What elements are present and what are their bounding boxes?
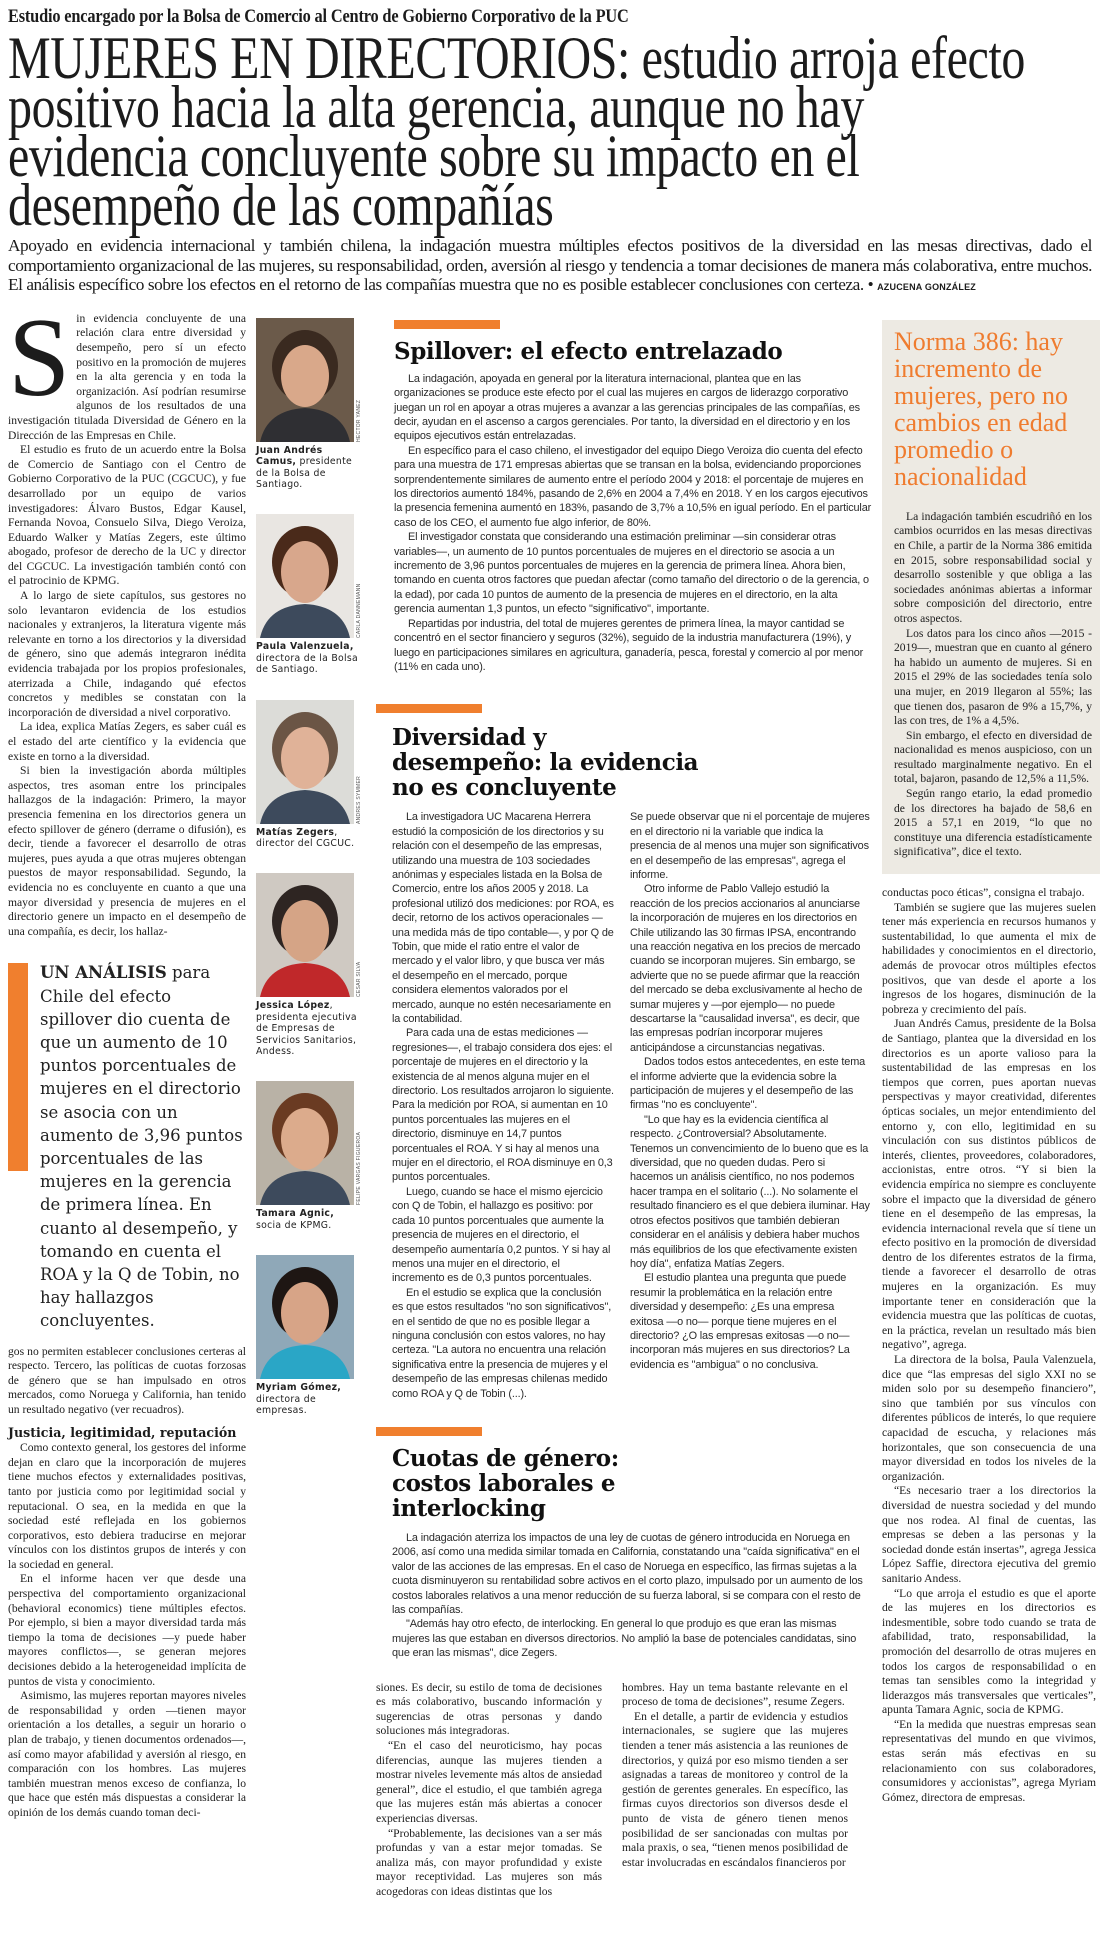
paragraph: siones. Es decir, su estilo de toma de decisiones es más colaborativo, buscando información y sugerencias de otras personas y dando soluciones más integradoras. <box>376 1680 602 1738</box>
person-card <box>256 318 362 491</box>
person-role: directora de la Bolsa de Santiago. <box>256 652 359 676</box>
paragraph: Repartidas por industria, del total de mujeres gerentes de primera línea, la mayor cantidad se concentró en el sector financiero y seguros (32%), seguido de la industria manufacturera (19%), y luego en participaciones similares en agricultura, ganadería, pesca, forestal y comercio al por menor (11% en cada uno). <box>394 617 864 673</box>
paragraph: El estudio plantea una pregunta que puede resumir la problemática en la relación entre diversidad y desempeño: ¿Es una empresa exitosa —o no— porque tiene mujeres en el directorio? ¿O las empresas exitosas —o no— incorporan más mujeres en sus directorios? La evidencia es "ambigua" o no conclusiva. <box>630 1272 850 1371</box>
person-role: presidente de la Bolsa de Santiago. <box>256 456 353 490</box>
pull-quote <box>8 961 246 1332</box>
paragraph: Sin embargo, el efecto en diversidad de nacionalidad es menos auspicioso, con un resultado marginalmente negativo. En el total, bajaron, pasando de 12,5% a 11,5%. <box>894 728 1092 786</box>
photo-credit: FELIPE VARGAS FIGUEROA <box>356 1132 362 1206</box>
paragraph: En el estudio se explica que la conclusión es que estos resultados "no son significativos", en el sentido de que no es posible llegar a ninguna conclusión con estos valores, no hay certeza. "La autora no encuentra una relación significativa entre la presencia de mujeres y el desempeño de las empresas chilenas medido como ROA y Q de Tobin (...). <box>392 1286 612 1400</box>
byline: AZUCENA GONZÁLEZ <box>877 282 976 293</box>
kicker: Estudio encargado por la Bolsa de Comercio al Centro de Gobierno Corporativo de la PUC <box>8 6 629 27</box>
paragraph: Se puede observar que ni el porcentaje de mujeres en el directorio ni la variable que indica la presencia de al menos una mujer son significativos en el desempeño de las empresas", agrega el informe. <box>630 811 870 881</box>
headline-line: positivo hacia la alta gerencia, aunque no hay <box>8 74 864 140</box>
main-article-bottom-col1 <box>376 1681 602 1900</box>
person-name: Paula Valenzuela, <box>256 641 354 653</box>
diversidad-section <box>376 704 872 1401</box>
person-name: Jessica López <box>256 1000 330 1012</box>
paragraph: Luego, cuando se hace el mismo ejercicio con Q de Tobin, el hallazgo es positivo: por cada 10 puntos porcentuales que aumente la presencia de mujeres en el directorio, el desempeño aumentaría 0,2 puntos. Y si hay al menos una mujer en el directorio, el incremento es de 0,3 puntos porcentuales. <box>392 1185 611 1285</box>
photo-caption <box>256 641 362 675</box>
headline-line: MUJERES EN DIRECTORIOS: estudio arroja efecto <box>8 25 1025 91</box>
photo-credit: HÉCTOR YAÑEZ <box>356 399 362 442</box>
accent-bar <box>376 704 482 713</box>
paragraph: Otro informe de Pablo Vallejo estudió la reacción de los precios accionarios al anunciarse la incorporación de mujeres en los directorios en Chile utilizando las 30 firmas IPSA, encontrando una reacción negativa en los precios de mercado cuando se incorporan mujeres. Sin embargo, se advierte que no se puede afirmar que la reacción del mercado se deba exclusivamente al hecho de sumar mujeres y —por ejemplo— no puede descartarse la "causalidad inversa", es decir, que las empresas podrían incorporar mujeres anticipándose a circunstancias negativas. <box>630 883 863 1054</box>
paragraph: La indagación también escudriñó en los cambios ocurridos en las mesas directivas en Chile, a partir de la Norma 386 emitida en 2015, sobre responsabilidad social y desarrollo sostenible y que obliga a las sociedades anónimas abiertas a informar sobre composición del directorio, entre otros aspectos. <box>894 509 1092 625</box>
norma-386-box <box>882 320 1100 874</box>
pull-quote-lead: UN ANÁLISIS <box>40 963 167 983</box>
photo-column <box>256 312 362 1441</box>
paragraph: in evidencia concluyente de una relación clara entre diversidad y desempeño, pero sí un efecto positivo en la promoción de mujeres en la alta gerencia y en toda la organización. Así podrían resumirse algunos de los resultados de una investigación titulada Diversidad de Género en la Dirección de las Empresas en Chile. <box>8 311 246 442</box>
photo-caption <box>256 1382 362 1416</box>
accent-bar <box>394 320 500 329</box>
pull-quote-bar <box>8 963 28 1171</box>
main-article-continued <box>8 1345 246 1821</box>
paragraph: El estudio es fruto de un acuerdo entre la Bolsa de Comercio de Santiago con el Centro de Gobierno Corporativo de la PUC (CGCUC), y fue desarrollado por un equipo de varios investigadores: Álvaro Bustos, Edgar Kausel, Fernanda Novoa, Consuelo Silva, Diego Veroiza, Eduardo Walker y Matías Zegers, este último abogado, profesor de derecho de la UC y director del CGCUC. La investigación también contó con el patrocinio de KPMG. <box>8 443 246 588</box>
paragraph: hombres. Hay un tema bastante relevante en el proceso de toma de decisiones”, resume Zegers. <box>622 1680 848 1709</box>
paragraph: “Lo que arroja el estudio es que el aporte de las mujeres en los directorios es indesmentible, sobre todo cuando se trata de afabilidad, trato, responsabilidad, la promoción del desarrollo de otras mujeres en todos los cargos de responsabilidad o en temas tan sensibles como la integridad y liderazgos más transversales que verticales”, apunta Tamara Agnic, socia de KPMG. <box>882 1586 1096 1717</box>
person-card <box>256 1081 362 1231</box>
deck <box>8 236 1092 298</box>
paragraph: La indagación aterriza los impactos de una ley de cuotas de género introducida en Noruega en 2006, así como una medida similar tomada en California, constatando una "caída significativa" en el valor de las acciones de las empresas. En el caso de Noruega en específico, las firmas sujetas a la cuota disminuyeron su rentabilidad sobre activos en el corto plazo, impulsado por un aumento de los costos laborales relativos a una menor reducción de su fuerza laboral, si se compara con el resto de las compañías. <box>392 1531 863 1616</box>
paragraph: “En la medida que nuestras empresas sean representativas del mundo en que vivimos, estas serán más efectivas en su relacionamiento con sus colaboradores, consumidores y accionistas”, agrega Myriam Gómez, directora de empresas. <box>882 1717 1096 1804</box>
person-role: socia de KPMG. <box>256 1219 332 1231</box>
paragraph: También se sugiere que las mujeres suelen tener más experiencia en recursos humanos y sustentabilidad, lo que aumenta el mix de habilidades y conocimientos en el directorio, además de provocar otros múltiples efectos positivos, que van desde el aporte a los ingresos de los hogares, disminución de la pobreza y crecimiento del país. <box>882 900 1096 1016</box>
person-card <box>256 1255 362 1416</box>
paragraph: Como contexto general, los gestores del informe dejan en claro que la incorporación de mujeres tiene muchos efectos y externalidades positivas, tanto por justicia como por legitimidad social y reputacional. O sea, en la medida en que la sociedad esté reflejada en los gobiernos corporativos, esto debiera traducirse en mejorar vínculos con los distintos grupos de interés y con la sociedad en general. <box>8 1441 246 1571</box>
paragraph: Asimismo, las mujeres reportan mayores niveles de responsabilidad y orden —tienen mayor orientación a los detalles, a seguir un horario o plan de trabajo, y tienen documentos ordenados—, así como mayor afabilidad y aversión al riesgo, en comparación con los hombres. Las mujeres también muestran menos exceso de confianza, lo que hace que estén más dispuestas a considerar la opinión de los demás cuando toman deci- <box>8 1689 246 1819</box>
paragraph: Juan Andrés Camus, presidente de la Bolsa de Santiago, plantea que la diversidad en los directorios es un aporte valioso para la sustentabilidad de las empresas en los tiempos que corren, pues aportan nuevas perspectivas y mayor creatividad, diferentes ópticas sociales, un mejor entendimiento del entorno y, con ello, legitimidad en su vinculación con sus distintos públicos de interés, clientes, proveedores, colaboradores, accionistas, entre otros. “Y si bien la evidencia empírica no siempre es concluyente sobre el impacto que la diversidad de género tiene en el desempeño de las empresas, la evidencia internacional revela que sí tiene un efecto positivo en la promoción de diversidad dentro de los diferentes estratos de la firma, tiende a favorecer el desarrollo de otras mujeres en la organización. Es muy importante tener en consideración que la evidencia muestra que las políticas de cuotas, en la práctica, revelan un resultado más bien negativo”, agrega. <box>882 1017 1096 1352</box>
portrait-photo <box>256 318 354 442</box>
drop-cap: S <box>8 295 71 420</box>
paragraph: Si bien la investigación aborda múltiples aspectos, tres asoman entre los principales hallazgos de la indagación: Primero, la mayor presencia femenina en los directorios genera un efecto spillover de género (derrame o difusión), es decir, tiende a favorecer el desarrollo de otras mujeres, pues ayuda a que otras mujeres obtengan puestos de mayor responsabilidad. Segundo, la evidencia no es concluyente en cuanto a que una mayor diversidad y presencia de mujeres en el directorio genere un impacto en el desempeño de una compañía, es decir, los hallaz- <box>8 764 246 938</box>
photo-caption <box>256 445 362 491</box>
person-card <box>256 514 362 675</box>
headline-line: evidencia concluyente sobre su impacto en el <box>8 123 860 189</box>
portrait-photo <box>256 1255 354 1379</box>
paragraph: Los datos para los cinco años —2015 - 2019—, muestran que en cuanto al género ha habido un aumento de mujeres. Si en 2015 el 29% de las sociedades tenía solo una mujer, en 2019 llegaron al 55%; las que tienen dos, pasaron de 9% a 15,7%, y las con tres, de 1% a 4,5%. <box>894 626 1092 728</box>
portrait-photo <box>256 514 354 638</box>
portrait-photo <box>256 1081 354 1205</box>
headline <box>8 25 1100 238</box>
paragraph: En específico para el caso chileno, el investigador del equipo Diego Veroiza dio cuenta del efecto para una muestra de 171 empresas abiertas que se transan en la bolsa, evidenciando proporciones sorprendentemente similares de aumento entre el período 2004 y 2018: el porcentaje de mujeres en los directorios aumentó 184%, pasando de 2,6% en 2004 a 7,4% en 2018. Y en los cargos ejecutivos la presencia femenina aumentó en 183%, pasando de 3,7% a 10,5% en igual período. En el particular caso de los CEO, el aumento fue algo inferior, de 80%. <box>394 444 872 529</box>
paragraph: gos no permiten establecer conclusiones certeras al respecto. Tercero, las políticas de cuotas forzosas de género que se han impulsado en otros mercados, como Noruega y California, han tenido un resultado negativo (ver recuadros). <box>8 1344 246 1416</box>
paragraph: “Es necesario traer a los directorios la diversidad de nuestra sociedad y del mundo que nos rodea. Al final de cuentas, las empresas se deben a las personas y la sociedad donde están insertas”, agrega Jessica López Saffie, directora ejecutiva del gremio sanitario Andess. <box>882 1484 1096 1585</box>
person-card <box>256 700 362 850</box>
bullet: • <box>867 275 874 295</box>
person-role: directora de empresas. <box>256 1393 316 1417</box>
main-article-bottom-col2 <box>622 1681 848 1871</box>
norma-title: Norma 386: hay incremento de mujeres, pero no cambios en edad promedio o nacionalidad <box>894 326 1069 491</box>
paragraph: Dados todos estos antecedentes, en este tema el informe advierte que la evidencia sobre la participación de mujeres y el desempeño de las firmas "no es concluyente". <box>630 1056 866 1112</box>
paragraph: El investigador constata que considerando una estimación preliminar —sin considerar otras variables—, un aumento de 10 puntos porcentuales de mujeres en el directorio se asocia a un incremento de 3,96 puntos porcentuales de mujeres en la gerencia de primera línea. Ahora bien, tomando en cuenta otros factores que puedan afectar (como tamaño del directorio o de la gerencia, o la edad), por cada 10 puntos de aumento de la presencia de mujeres en el directorio, en la alta gerencia aumentan 1,3 puntos, un efecto "significativo", importante. <box>394 531 869 616</box>
cuotas-section <box>376 1427 872 1661</box>
deck-text: Apoyado en evidencia internacional y también chilena, la indagación muestra múltiples efectos positivos de la diversidad en las mesas directivas, dado el comportamiento organizacional de las mujeres, su responsabilidad, orden, aversión al riesgo y tendencia a tomar decisiones de manera más colaborativa, entre muchos. El análisis específico sobre los efectos en el retorno de las compañías muestra que no es posible establecer conclusiones con certeza. <box>8 236 1092 295</box>
photo-credit: CÉSAR SILVA <box>356 962 362 998</box>
accent-bar <box>376 1427 482 1436</box>
photo-caption <box>256 1208 362 1231</box>
paragraph: La indagación, apoyada en general por la literatura internacional, plantea que en las organizaciones se produce este efecto por el cual las mujeres en cargos de liderazgo corporativo juegan un rol en apoyar a otras mujeres a avanzar a las gerencias principales de las compañías, es decir, ayudan en el ascenso a cargos gerenciales. Por tanto, la diversidad en el directorio y en los equipos ejecutivos están entrelazadas. <box>394 372 860 443</box>
portrait-photo <box>256 873 354 997</box>
article-header <box>0 0 1100 298</box>
paragraph: En el informe hacen ver que desde una perspectiva del comportamiento organizacional (behavioral economics) tiene múltiples efectos. Por ejemplo, si bien a mayor diversidad tarda más tiempo la toma de decisiones —y puede haber mayores conflictos—, se generan mejores decisiones debido a la heterogeneidad implícita de puntos de vista y conocimiento. <box>8 1572 246 1688</box>
person-name: Matías Zegers <box>256 826 335 838</box>
paragraph: "Lo que hay es la evidencia científica al respecto. ¿Controversial? Absolutamente. Tenemos un convencimiento de lo bueno que es la diversidad, que no queden dudas. Pero si hacemos un análisis científico, no nos podemos hacer trampa en el solitario (...). No solamente el resultado financiero es el que debiera iluminar. Hay otros efectos positivos que también debieran considerar en el análisis y debiera haber muchos más equilibrios de los que efectivamente existen hoy día", enfatiza Matías Zegers. <box>630 1113 870 1270</box>
subhead: Justicia, legitimidad, reputación <box>8 1424 237 1440</box>
photo-caption <box>256 1000 362 1057</box>
paragraph: conductas poco éticas”, consigna el trabajo. <box>882 886 1085 900</box>
photo-credit: ANDRÉS SYMMER <box>356 775 362 824</box>
main-article-right-col <box>882 886 1100 1805</box>
portrait-photo <box>256 700 354 824</box>
paragraph: En el detalle, a partir de evidencia y estudios internacionales, se sugiere que las mujeres tienden a tener más asistencia a las reuniones de directorios, y quizá por eso mismo tienden a ser asignadas a tareas de monitoreo y control de la gestión de gerentes generales. En específico, las firmas cuyos directorios son diversos desde el punto de vista de género tienen menos posibilidad de ser sancionadas con multas por mala praxis, o sea, “tienen menos posibilidad de estar involucradas en escándalos financieros por <box>622 1709 848 1869</box>
main-article-column <box>8 295 246 1821</box>
person-card <box>256 873 362 1057</box>
paragraph: “Probablemente, las decisiones van a ser más profundas y van a estar mejor tomadas. Se analiza más, con mayor profundidad y existe mayor receptividad. Las mujeres son más acogedoras con ideas distintas que los <box>376 1826 602 1898</box>
paragraph: La directora de la bolsa, Paula Valenzuela, dice que “las empresas del siglo XXI no se miden solo por su desempeño financiero”, sino que también por sus vínculos con diferentes públicos de interés, lo que requiere capacidad de escucha, y relaciones más horizontales, que son consecuencia de una mayor diversidad en todos los niveles de la organización. <box>882 1353 1096 1483</box>
diversidad-col1 <box>392 810 614 1401</box>
paragraph: "Además hay otro efecto, de interlocking. En general lo que produjo es que eran las mismas mujeres las que estaban en diversos directorios. No amplió la base de potenciales candidatas, sino que eran las mismas", dice Zegers. <box>392 1618 857 1660</box>
diversidad-title: Diversidad y desempeño: la evidencia no es concluyente <box>392 724 699 802</box>
middle-column <box>376 312 872 1900</box>
person-name: Myriam Gómez, <box>256 1382 342 1394</box>
paragraph: Según rango etario, la edad promedio de los directores ha bajado de 58,6 en 2015 a 57,1 en 2019, “lo que no constituye una diferencia estadísticamente significativa”, dice el texto. <box>894 787 1092 859</box>
diversidad-col2 <box>630 810 870 1372</box>
headline-line: desempeño de las compañías <box>8 172 554 238</box>
cuotas-title: Cuotas de género: costos laborales e interlocking <box>392 1444 619 1522</box>
paragraph: “En el caso del neuroticismo, hay pocas diferencias, aunque las mujeres tienden a mostrar niveles levemente más altos de ansiedad general”, dice el estudio, el que también agrega que las mujeres están más abiertas a conocer experiencias diversas. <box>376 1739 602 1825</box>
paragraph: Para cada una de estas mediciones —regresiones—, el trabajo considera dos ejes: el porcentaje de mujeres en el directorio y la existencia de al menos alguna mujer en el directorio. Los resultados arrojaron lo siguiente. Para la medición por ROA, si aumentan en 10 puntos porcentuales las mujeres en el directorio, disminuye en 14,7 puntos porcentuales el ROA. Y si hay al menos una mujer en el directorio, el ROA disminuye en 0,3 puntos porcentuales. <box>392 1027 614 1184</box>
person-name: Juan Andrés Camus, <box>256 444 323 468</box>
person-role: , presidenta ejecutiva de Empresas de Servicios Sanitarios, Andess. <box>256 1000 357 1058</box>
photo-caption <box>256 827 362 850</box>
right-column <box>882 312 1100 1806</box>
pull-quote-text: para Chile del efecto spillover dio cuenta de que un aumento de 10 puntos porcentuales de mujeres en el directorio se asocia con un aumento de 3,96 puntos porcentuales de las mujeres en la gerencia de primera línea. En cuanto al desempeño, y tomando en cuenta el ROA y la Q de Tobin, no hay hallazgos concluyentes. <box>40 963 243 1331</box>
photo-credit: CARLA DANNEMANN <box>356 583 362 639</box>
person-role: , director del CGCUC. <box>256 826 355 850</box>
paragraph: La idea, explica Matías Zegers, es saber cuál es el estado del arte científico y la evidencia que existe en torno a la diversidad. <box>8 720 246 763</box>
spillover-title: Spillover: el efecto entrelazado <box>394 337 783 365</box>
spillover-section <box>376 320 872 675</box>
paragraph: A lo largo de siete capítulos, sus gestores no solo levantaron evidencia de los estudios nacionales y extranjeros, la literatura vigente más relevante en torno a los directorios y la diversidad de género, sino que además integraron inédita evidencia trabajada por los propios profesionales, aterrizada a Chile, indagando qué efectos concretos y medibles se constatan con la incorporación de diversidad a nivel corporativo. <box>8 589 246 719</box>
paragraph: La investigadora UC Macarena Herrera estudió la composición de los directorios y su relación con el desempeño de las empresas, utilizando una muestra de 103 sociedades anónimas y especiales listada en la Bolsa de Comercio, entre los años 2005 y 2018. La profesional utilizó dos mediciones: por ROA, es decir, retorno de los activos operacionales —una medida más de tipo contable—, y por Q de Tobin, que mide el ratio entre el valor de mercado y el valor libro, y que busca ver más el desempeño en el mercado, porque considera elementos valorados por el mercado, aunque no estén necesariamente en la contabilidad. <box>392 811 614 1025</box>
person-name: Tamara Agnic, <box>256 1208 335 1220</box>
article-columns <box>0 295 1100 1900</box>
